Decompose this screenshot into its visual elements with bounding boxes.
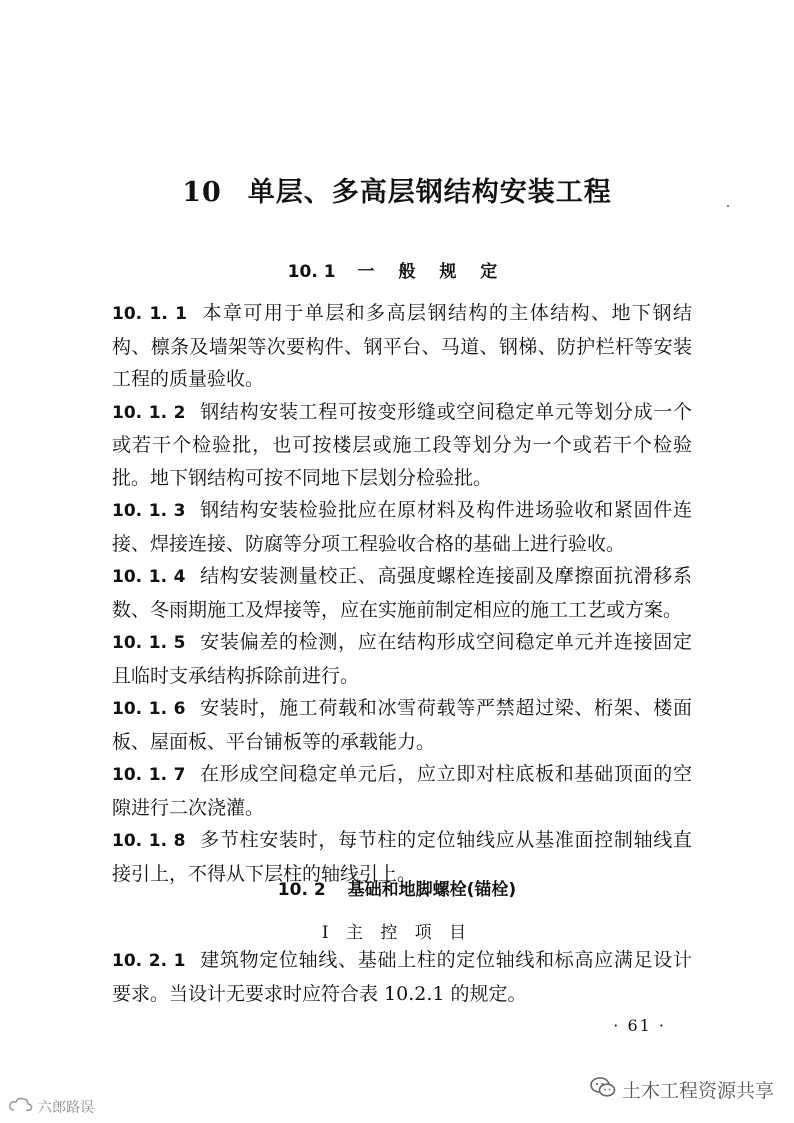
clause: [112, 758, 692, 824]
clause-text: 建筑物定位轴线、基础上柱的定位轴线和标高应满足设计要求。当设计无要求时应符合表 10.2.1 的规定。: [112, 949, 692, 1005]
clause-number: 10. 1. 8: [112, 831, 186, 851]
watermark-right-text: 土木工程资源共享: [622, 1079, 775, 1102]
chapter-title-text: 单层、多高层钢结构安装工程: [247, 177, 612, 208]
watermark-left: [8, 1096, 94, 1118]
section-title: [0, 257, 794, 282]
clause-text: 本章可用于单层和多高层钢结构的主体结构、地下钢结构、檩条及墙架等次要构件、钢平台、马道、钢梯、防护栏杆等安装工程的质量验收。: [112, 302, 692, 390]
section-number: 10. 2: [277, 880, 326, 900]
clause: [112, 692, 692, 758]
clause-text: 钢结构安装检验批应在原材料及构件进场验收和紧固件连接、焊接连接、防腐等分项工程验收合格的基础上进行验收。: [112, 499, 692, 555]
clause: [112, 944, 692, 1010]
clause-text: 结构安装测量校正、高强度螺栓连接副及摩擦面抗滑移系数、冬雨期施工及焊接等，应在实施前制定相应的施工工艺或方案。: [112, 565, 692, 621]
section-2-body: [112, 944, 692, 1010]
section-title-text: 基础和地脚螺栓(锚栓): [347, 880, 517, 900]
watermark-left-text: 六郎路误: [38, 1100, 94, 1116]
chapter-number: 10: [182, 177, 222, 208]
section-title-text: 一 般 规 定: [357, 262, 507, 282]
clause-number: 10. 1. 1: [112, 304, 187, 324]
subheading: Ⅰ 主 控 项 目: [321, 923, 473, 943]
clause: [112, 560, 692, 626]
section-number: 10. 1: [287, 262, 336, 282]
clause-text: 在形成空间稳定单元后，应立即对柱底板和基础顶面的空隙进行二次浇灌。: [112, 763, 692, 819]
clause: [112, 396, 692, 495]
clause-number: 10. 2. 1: [112, 951, 186, 971]
chapter-title: [0, 170, 794, 209]
clause-number: 10. 1. 5: [112, 633, 186, 653]
clause-number: 10. 1. 7: [112, 765, 186, 785]
clause-text: 安装偏差的检测，应在结构形成空间稳定单元并连接固定且临时支承结构拆除前进行。: [112, 631, 692, 687]
wechat-icon: [590, 1076, 616, 1103]
clause: [112, 297, 692, 396]
clause-text: 多节柱安装时，每节柱的定位轴线应从基准面控制轴线直接引上，不得从下层柱的轴线引上。: [112, 829, 692, 885]
clause: [112, 494, 692, 560]
clause-number: 10. 1. 2: [112, 402, 186, 423]
section-title: [0, 875, 794, 900]
section-1-body: [112, 297, 692, 890]
clause-text: 钢结构安装工程可按变形缝或空间稳定单元等划分成一个或若干个检验批，也可按楼层或施工段等划分为一个或若干个检验批。地下钢结构可按不同地下层划分检验批。: [112, 400, 692, 489]
clause-text: 安装时，施工荷载和冰雪荷载等严禁超过梁、桁架、楼面板、屋面板、平台铺板等的承载能力。: [112, 697, 692, 753]
clause-number: 10. 1. 4: [112, 567, 186, 587]
watermark-right: [590, 1074, 774, 1104]
clause-number: 10. 1. 6: [112, 699, 186, 719]
page-number: · 61 ·: [613, 1016, 666, 1035]
clause: [112, 626, 692, 692]
cloud-logo-icon: [8, 1096, 34, 1118]
clause-number: 10. 1. 3: [112, 501, 186, 521]
